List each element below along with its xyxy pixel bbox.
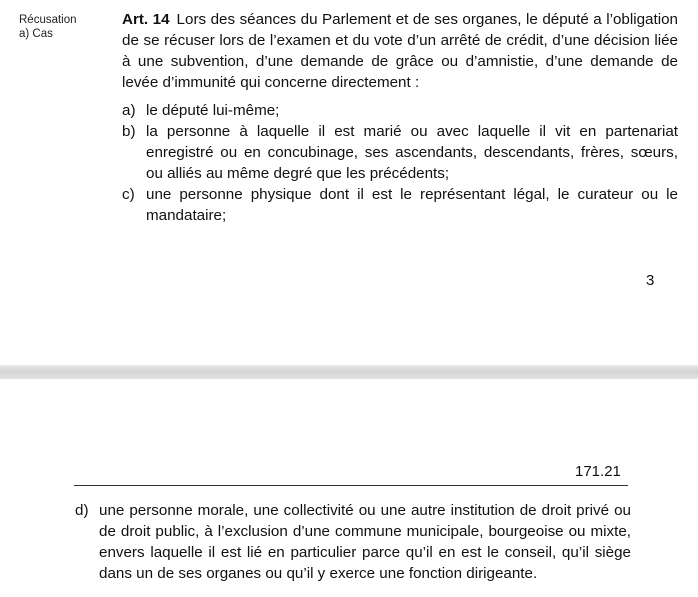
item-text: une personne physique dont il est le représentant légal, le curateur ou le mandataire;	[146, 186, 678, 224]
item-label: b)	[122, 123, 136, 140]
item-label: a)	[122, 102, 136, 119]
list-item-d	[75, 500, 631, 584]
item-text: le député lui-même;	[146, 102, 280, 119]
margin-note-subtitle: a) Cas	[19, 28, 53, 40]
document-reference-number: 171.21	[575, 463, 621, 480]
article-intro	[122, 9, 678, 93]
page-separator	[0, 365, 698, 379]
article-14	[122, 9, 678, 226]
item-text: une personne morale, une collectivité ou une autre institution de droit privé ou de droit public, à l’exclusion d’une commune municipale, bourgeoise ou mixte, envers laquelle il est lié en particulier parce qu’il en est le conseil, qu’il siège dans un de ses organes ou qu’il y exerce une fonction dirigeante.	[99, 502, 631, 582]
header-rule	[74, 485, 628, 486]
highlighted-passage: d’un arrêté de crédit, d’une décision liée à une subvention, d’une demande de grâce ou d’amnistie, d’une demande de levée d’immunité	[122, 32, 678, 91]
list-item-c	[122, 184, 678, 226]
margin-note	[19, 13, 109, 41]
margin-note-title: Récusation	[19, 14, 77, 26]
page-number: 3	[646, 272, 655, 289]
article-intro-text: Lors des séances du Parlement et de ses organes, le député a l’obligation de se récuser lors de l’examen et du vote	[122, 11, 678, 49]
item-text: la personne à laquelle il est marié ou avec laquelle il vit en partenariat enregistré ou en concubinage, ses ascendants, descendants, frères, sœurs, ou alliés au même degré que les précédents;	[146, 123, 678, 182]
document-page-2	[0, 379, 698, 597]
article-item-list	[122, 100, 678, 226]
article-number: Art. 14	[122, 11, 170, 28]
list-item-b	[122, 121, 678, 184]
article-intro-end: qui concerne directement :	[235, 74, 420, 91]
list-item-a	[122, 100, 678, 121]
item-label: c)	[122, 186, 135, 203]
item-label: d)	[75, 502, 89, 519]
